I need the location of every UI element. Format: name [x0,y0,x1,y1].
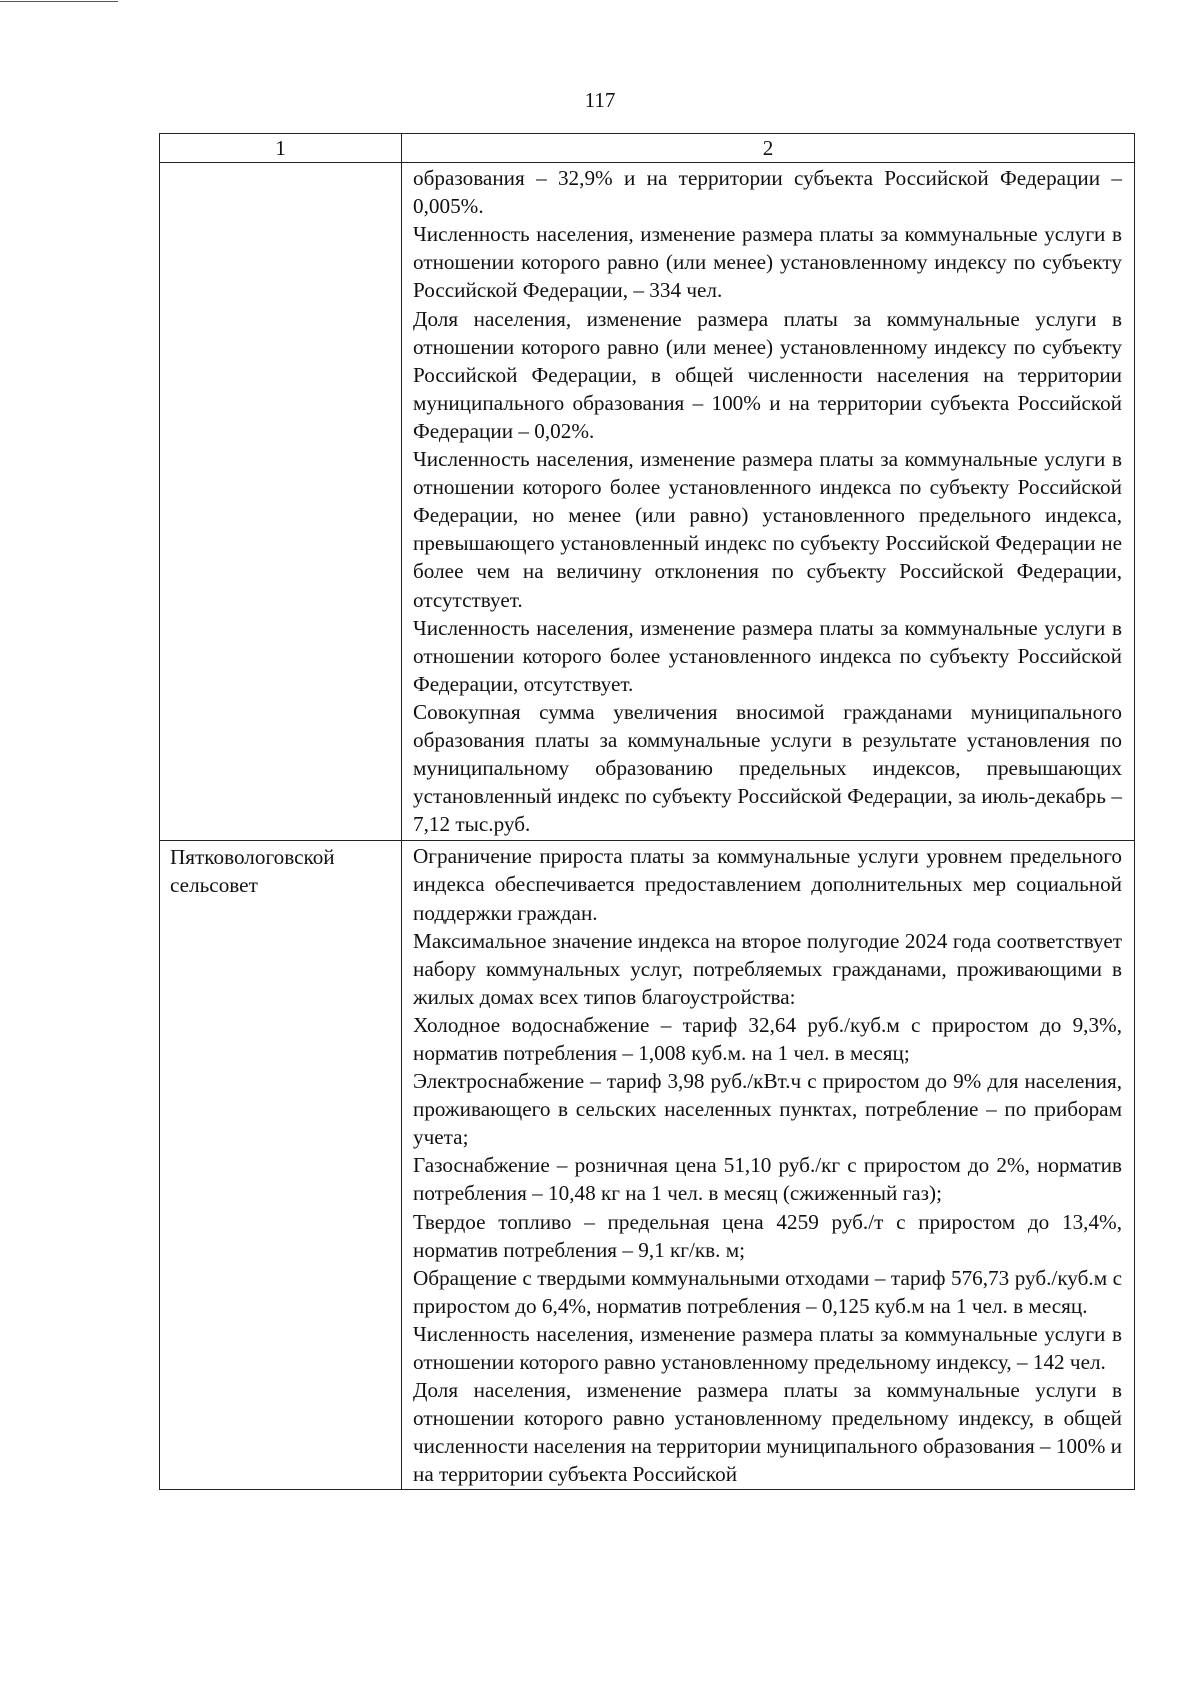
paragraph: образования – 32,9% и на территории субъекта Российской Федерации – 0,005%. [413,166,1122,219]
column-header-1: 1 [160,134,402,163]
paragraph: Совокупная сумма увеличения вносимой гражданами муниципального образования платы за коммунальные услуги в результате установления по муниципальному образованию предельных индексов, превышающих установленный индекс по субъекту Российской Федерации, за июль-декабрь – 7,12 тыс.руб. [413,699,1122,837]
paragraph: Обращение с твердыми коммунальными отходами – тариф 576,73 руб./куб.м с приростом до 6,4%, норматив потребления – 0,125 куб.м на 1 чел. в месяц. [413,1265,1122,1318]
page-number: 117 [584,88,616,112]
table-row [160,163,1135,841]
column-header-2: 2 [402,134,1135,163]
paragraph: Численность населения, изменение размера платы за коммунальные услуги в отношении которого равно (или менее) установленному индексу по субъекту Российской Федерации, – 334 чел. [413,222,1122,303]
paragraph: Численность населения, изменение размера платы за коммунальные услуги в отношении которого более установленного индекса по субъекту Российской Федерации, отсутствует. [413,615,1122,696]
paragraph: Твердое топливо – предельная цена 4259 руб./т с приростом до 13,4%, норматив потребления – 9,1 кг/кв. м; [413,1209,1122,1262]
municipality-name [160,163,402,841]
paragraph: Доля населения, изменение размера платы за коммунальные услуги в отношении которого равно (или менее) установленному индексу по субъекту Российской Федерации, в общей численности населения на территории муниципального образования – 100% и на территории субъекта Российской Федерации – 0,02%. [413,306,1122,443]
row-description [402,163,1135,841]
corner-rule [0,1,118,2]
paragraph: Максимальное значение индекса на второе полугодие 2024 года соответствует набору коммунальных услуг, потребляемых гражданами, проживающими в жилых домах всех типов благоустройства: [413,928,1122,1009]
paragraph: Численность населения, изменение размера платы за коммунальные услуги в отношении которого более установленного индекса по субъекту Российской Федерации, но менее (или равно) установленного предельного индекса, превышающего установленный индекс по субъекту Российской Федерации не более чем на величину отклонения по субъекту Российской Федерации, отсутствует. [413,447,1122,612]
document-table [159,133,1135,1490]
paragraph: Холодное водоснабжение – тариф 32,64 руб./куб.м с приростом до 9,3%, норматив потребления – 1,008 куб.м. на 1 чел. в месяц; [413,1012,1122,1065]
paragraph: Численность населения, изменение размера платы за коммунальные услуги в отношении которого равно установленному предельному индексу, – 142 чел. [413,1321,1122,1375]
paragraph: Доля населения, изменение размера платы за коммунальные услуги в отношении которого равно установленному предельному индексу, в общей численности населения на территории муниципального образования – 100% и на территории субъекта Российской [413,1378,1122,1487]
table-row [160,841,1135,1489]
municipality-name: Пятковологовской сельсовет [160,841,402,1489]
paragraph: Газоснабжение – розничная цена 51,10 руб./кг с приростом до 2%, норматив потребления – 10,48 кг на 1 чел. в месяц (сжиженный газ); [413,1153,1122,1206]
row-description [402,841,1135,1489]
paragraph: Ограничение прироста платы за коммунальные услуги уровнем предельного индекса обеспечивается предоставлением дополнительных мер социальной поддержки граждан. [413,844,1122,925]
paragraph: Электроснабжение – тариф 3,98 руб./кВт.ч с приростом до 9% для населения, проживающего в сельских населенных пунктах, потребление – по приборам учета; [413,1069,1122,1150]
table-header-row [160,134,1135,163]
